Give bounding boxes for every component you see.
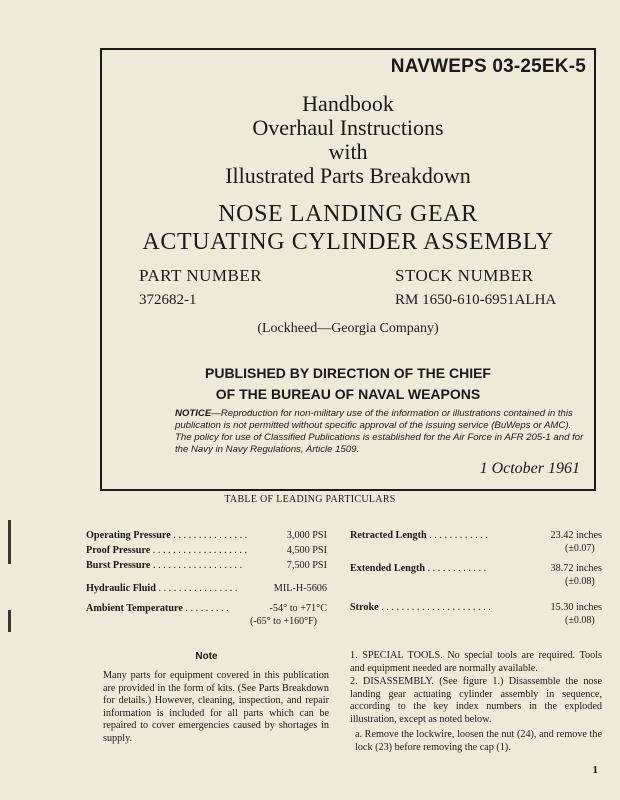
particular-row: [86, 583, 327, 594]
leader-dots: . . . . . . . . . . . . . . . . . .: [150, 560, 243, 571]
leader-dots: . . . . . . . . . . . . . . . .: [155, 583, 238, 594]
binding-mark: [8, 610, 11, 632]
particular-row: [350, 602, 602, 613]
particular-label: Ambient Temperature: [86, 603, 183, 614]
particular-value: 3,000 PSI: [286, 530, 327, 541]
particular-row: [350, 530, 602, 541]
title-line: Overhaul Instructions: [252, 115, 444, 140]
particular-value: 4,500 PSI: [286, 545, 327, 556]
particular-label: Extended Length: [350, 563, 426, 574]
leader-dots: . . . . . . . . . . . .: [425, 563, 487, 574]
section-disassembly: 2. DISASSEMBLY. (See figure 1.) Disassemble the nose landing gear actuating cylinder assembly in sequence, according to the key index numbers in the exploded illustration, except as noted below.: [350, 676, 602, 725]
particular-label: Stroke: [350, 602, 379, 613]
section-special-tools: 1. SPECIAL TOOLS. No special tools are required. Tools and equipment needed are normally available.: [350, 650, 602, 674]
particular-value: 7,500 PSI: [286, 560, 327, 571]
particular-row: [350, 563, 602, 574]
stock-number: RM 1650-610-6951ALHA: [395, 292, 557, 308]
binding-mark: [8, 542, 11, 564]
leader-dots: . . . . . . . . . . . . . . . . . . .: [150, 545, 248, 556]
particular-value: -54° to +71°C: [269, 603, 327, 614]
particular-subvalue: (±0.08): [565, 576, 595, 587]
particular-label: Burst Pressure: [86, 560, 151, 571]
particular-label: Hydraulic Fluid: [86, 583, 156, 594]
particular-subvalue: (±0.07): [565, 543, 595, 554]
title-line: Illustrated Parts Breakdown: [225, 163, 471, 188]
particular-row: [86, 560, 327, 571]
particular-value: 15.30 inches: [550, 602, 602, 613]
particular-row: [86, 530, 327, 541]
particular-label: Proof Pressure: [86, 545, 151, 556]
particular-row: [86, 603, 327, 614]
section-step-a: a. Remove the lockwire, loosen the nut (24), and remove the lock (23) before removing the cap (1).: [355, 729, 602, 753]
notice-label: NOTICE: [175, 408, 212, 419]
particular-subvalue: (±0.08): [565, 615, 595, 626]
binding-mark: [8, 520, 11, 542]
particular-value: 23.42 inches: [550, 530, 602, 541]
leader-dots: . . . . . . . . . . . . . . .: [170, 530, 248, 541]
part-number: 372682-1: [139, 292, 197, 308]
page-number: 1: [592, 764, 598, 776]
particular-label: Operating Pressure: [86, 530, 171, 541]
note-body: Many parts for equipment covered in this publication are provided in the form of kits. (See Parts Breakdown for details.) However, cleaning, inspection, and repair information is included for all parts which can be repaired to cover emergencies caused by shortages in supply.: [103, 670, 329, 744]
leader-dots: . . . . . . . . .: [182, 603, 229, 614]
subject-line: ACTUATING CYLINDER ASSEMBLY: [142, 229, 554, 255]
document-id: NAVWEPS 03-25EK-5: [390, 56, 586, 77]
particular-label: Retracted Length: [350, 530, 427, 541]
stock-number-label: STOCK NUMBER: [395, 266, 534, 285]
notice-body: —Reproduction for non-military use of the information or illustrations contained in this publication is not permitted without specific approval of the issuing service (BuWeps or AMC). The policy for use of Classified Publications is established for the Air Force in AFR 205-1 and for the Navy in Navy Regulations, Article 1509.: [175, 408, 584, 455]
leader-dots: . . . . . . . . . . . .: [426, 530, 488, 541]
particular-value: MIL-H-5606: [273, 583, 327, 594]
publisher-line: OF THE BUREAU OF NAVAL WEAPONS: [215, 386, 481, 402]
title-line: with: [328, 139, 368, 164]
table-title: TABLE OF LEADING PARTICULARS: [224, 494, 396, 505]
particular-value: 38.72 inches: [550, 563, 602, 574]
company-name: (Lockheed—Georgia Company): [257, 321, 439, 336]
part-number-label: PART NUMBER: [139, 266, 263, 285]
notice-text: [175, 408, 587, 456]
note-title: Note: [195, 651, 218, 662]
publisher-line: PUBLISHED BY DIRECTION OF THE CHIEF: [205, 365, 491, 381]
subject-line: NOSE LANDING GEAR: [218, 201, 478, 227]
leader-dots: . . . . . . . . . . . . . . . . . . . . . .: [378, 602, 491, 613]
cover-frame: [100, 48, 596, 491]
particular-subvalue: (-65° to +160°F): [250, 616, 317, 627]
publication-date: 1 October 1961: [479, 460, 580, 477]
title-line: Handbook: [302, 91, 394, 116]
particular-row: [86, 545, 327, 556]
